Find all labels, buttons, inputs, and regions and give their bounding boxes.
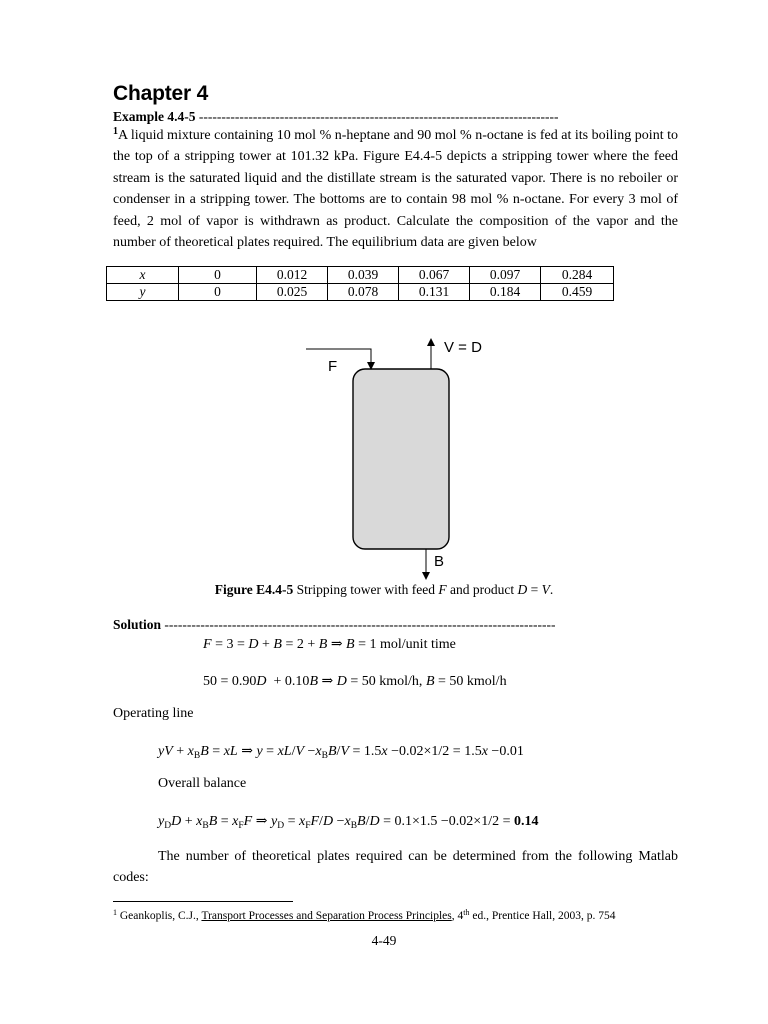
- caption-var: D: [517, 582, 528, 597]
- eq-subscript: B: [202, 821, 209, 831]
- feed-label: F: [328, 358, 338, 375]
- caption-text: Stripping tower with feed: [296, 582, 439, 597]
- footnote-text: , 4: [451, 910, 464, 922]
- equation-component-balance: [203, 673, 507, 690]
- caption-var: V: [541, 582, 550, 597]
- eq-var: x: [298, 814, 306, 829]
- footnote-divider: [113, 901, 293, 902]
- eq-var: B: [309, 674, 318, 689]
- eq-text: ⇒: [252, 814, 271, 829]
- footnote-title: Transport Processes and Separation Process Principles: [201, 910, 452, 922]
- eq-var: x: [315, 744, 322, 759]
- eq-var: B: [357, 814, 366, 829]
- eq-var: xL: [223, 744, 238, 759]
- table-cell: 0.025: [257, 284, 328, 301]
- eq-text: = 2 +: [281, 637, 319, 652]
- eq-text: = 50 kmol/h,: [346, 674, 426, 689]
- eq-var: B: [425, 674, 435, 689]
- eq-text: /: [319, 814, 323, 829]
- bottoms-label: B: [434, 553, 445, 570]
- eq-subscript: D: [164, 821, 172, 831]
- equation-mole-balance: [203, 636, 456, 653]
- table-cell: 0.284: [541, 267, 614, 284]
- table-cell: 0.459: [541, 284, 614, 301]
- table-cell: 0.131: [399, 284, 470, 301]
- solution-dashes: ---------------------------------------------------------------------------------------: [164, 617, 556, 632]
- footnote-ordinal: th: [463, 908, 470, 917]
- table-cell: 0.067: [399, 267, 470, 284]
- eq-var: F: [243, 814, 253, 829]
- eq-text: =: [262, 744, 278, 759]
- table-cell: 0.184: [470, 284, 541, 301]
- caption-text: =: [527, 582, 542, 597]
- eq-text: −: [333, 814, 345, 829]
- eq-text: ⇒: [327, 637, 347, 652]
- eq-text: /: [336, 744, 341, 759]
- eq-var: B: [346, 637, 355, 652]
- tower-body: [353, 369, 449, 549]
- eq-var: D: [248, 637, 259, 652]
- eq-var: V: [340, 744, 349, 759]
- eq-var: B: [273, 637, 282, 652]
- eq-text: /: [365, 814, 370, 829]
- eq-var: V: [295, 744, 305, 759]
- eq-text: + 0.10: [266, 674, 310, 689]
- eq-var: B: [208, 814, 218, 829]
- table-cell: 0.039: [328, 267, 399, 284]
- row-label-y: y: [107, 284, 179, 301]
- problem-statement: [113, 125, 678, 253]
- eq-var: D: [256, 674, 267, 689]
- example-label: Example 4.4-5: [113, 109, 196, 124]
- eq-var: F: [310, 814, 320, 829]
- eq-subscript: B: [350, 821, 358, 831]
- eq-text: =: [217, 814, 233, 829]
- vapor-label: V = D: [444, 339, 482, 356]
- example-heading: [113, 109, 559, 125]
- table-row: [107, 284, 614, 301]
- row-label-x: x: [107, 267, 179, 284]
- equation-operating-line: [158, 743, 524, 760]
- eq-var: F: [203, 637, 212, 652]
- eq-text: ⇒: [237, 744, 257, 759]
- eq-var: x: [196, 814, 203, 829]
- eq-var: D: [369, 814, 380, 829]
- eq-text: =: [284, 814, 299, 829]
- eq-var: D: [336, 674, 347, 689]
- caption-var: F: [438, 582, 447, 597]
- equation-overall-balance: [158, 813, 538, 830]
- example-dashes: --------------------------------------------------------------------------------: [198, 109, 559, 124]
- eq-text: = 50 kmol/h: [434, 674, 507, 689]
- footnote-number: 1: [113, 908, 117, 917]
- eq-text: = 3 =: [211, 637, 249, 652]
- table-cell: 0.078: [328, 284, 399, 301]
- eq-text: −0.02×1/2 = 1.5: [387, 744, 482, 759]
- eq-var: x: [344, 814, 351, 829]
- eq-text: =: [208, 744, 224, 759]
- eq-text: = 0.1×1.5 −0.02×1/2 =: [379, 814, 514, 829]
- eq-var: x: [381, 744, 388, 759]
- eq-text: −0.01: [487, 744, 524, 759]
- eq-var: B: [318, 637, 328, 652]
- stripping-tower-diagram: [300, 330, 520, 580]
- eq-subscript: B: [321, 751, 328, 761]
- footnote-mark: 1: [113, 126, 118, 137]
- eq-var: x: [481, 744, 488, 759]
- eq-subscript: D: [277, 821, 285, 831]
- footnote-author: Geankoplis, C.J.,: [117, 910, 202, 922]
- eq-subscript: B: [193, 751, 201, 761]
- eq-var: x: [232, 814, 239, 829]
- feed-arrow: [306, 349, 371, 366]
- eq-var: y: [256, 744, 263, 759]
- eq-text: ⇒: [318, 674, 337, 689]
- eq-var: y: [270, 814, 278, 829]
- eq-var: x: [187, 744, 194, 759]
- eq-var: D: [322, 814, 334, 829]
- eq-text: +: [258, 637, 274, 652]
- eq-var: yV: [158, 744, 173, 759]
- table-cell: 0: [179, 284, 257, 301]
- eq-text: 50 = 0.90: [203, 674, 257, 689]
- eq-subscript: F: [238, 821, 244, 831]
- eq-text: +: [181, 814, 197, 829]
- eq-subscript: F: [305, 821, 311, 831]
- eq-var: B: [327, 744, 337, 759]
- caption-text: .: [549, 582, 554, 597]
- page-number: 4-49: [371, 933, 397, 948]
- eq-var: B: [200, 744, 209, 759]
- operating-line-label: Operating line: [113, 706, 194, 721]
- eq-var: xL: [277, 744, 292, 759]
- equilibrium-table: [106, 266, 614, 301]
- eq-text: = 1 mol/unit time: [354, 637, 456, 652]
- eq-text: −: [304, 744, 316, 759]
- table-cell: 0.012: [257, 267, 328, 284]
- eq-var: D: [171, 814, 182, 829]
- solution-heading: [113, 617, 556, 633]
- table-cell: 0.097: [470, 267, 541, 284]
- eq-result: 0.14: [513, 814, 539, 829]
- table-cell: 0: [179, 267, 257, 284]
- overall-balance-label: Overall balance: [158, 776, 247, 791]
- problem-text: A liquid mixture containing 10 mol % n-heptane and 90 mol % n-octane is fed at its boiling point to the top of a stripping tower at 101.32 kPa. Figure E4.4-5 depicts a stripping tower where the feed stream is the saturated liquid and the distillate stream is the saturated vapor. There is no reboiler or condenser in a stripping tower. The bottoms are to contain 98 mol % n-octane. For every 3 mol of feed, 2 mol of vapor is withdrawn as product. Calculate the composition of the vapor and the number of theoretical plates required. The equilibrium data are given below: [113, 128, 678, 251]
- closing-paragraph: The number of theoretical plates required can be determined from the following Matlab codes:: [113, 849, 678, 885]
- caption-text: and product: [446, 582, 518, 597]
- figure-label: Figure E4.4-5: [214, 582, 294, 597]
- table-row: [107, 267, 614, 284]
- eq-text: /: [291, 744, 296, 759]
- eq-var: y: [158, 814, 165, 829]
- solution-label: Solution: [113, 617, 162, 632]
- figure-caption: [0, 582, 768, 598]
- footnote: [113, 910, 615, 922]
- chapter-title: Chapter 4: [113, 82, 209, 105]
- footnote-text: ed., Prentice Hall, 2003, p. 754: [469, 910, 616, 922]
- eq-text: +: [172, 744, 188, 759]
- eq-text: = 1.5: [349, 744, 382, 759]
